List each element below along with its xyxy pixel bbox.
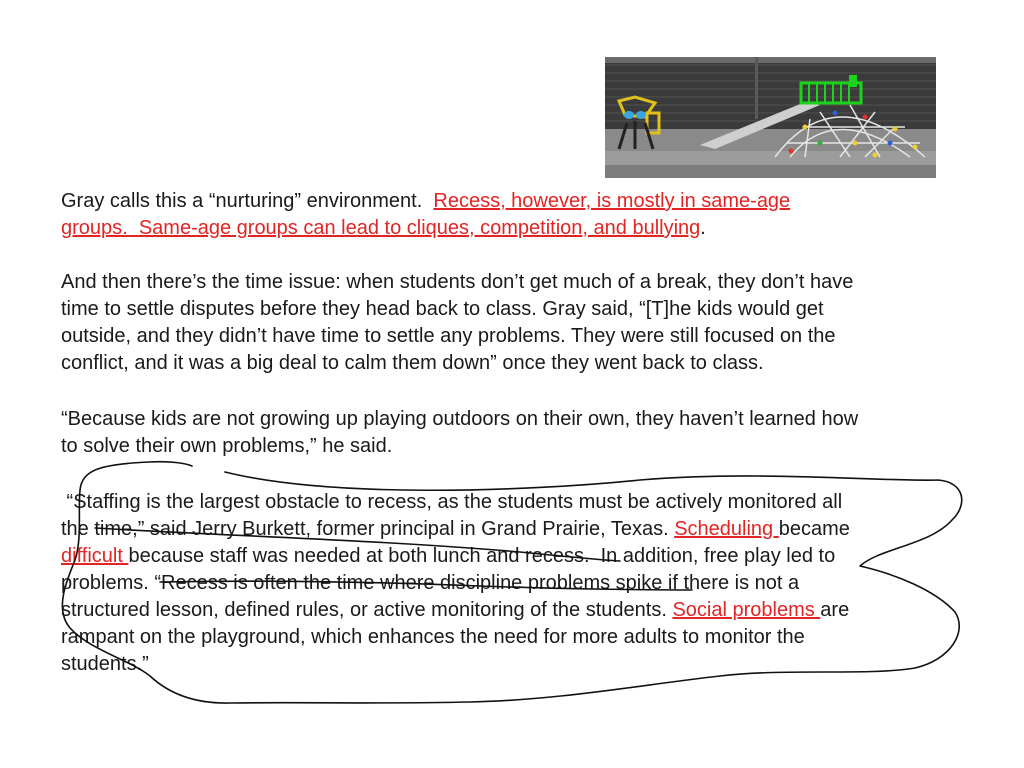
paragraph-1-end: .	[700, 217, 706, 239]
paragraph-2	[61, 269, 981, 377]
paragraph-2-line: conflict, and it was a big deal to calm them down” once they went back to class.	[61, 352, 764, 374]
quote-line: problems. “Recess is often the time where discipline problems spike if there is not a	[61, 572, 800, 594]
highlight-social-problems: Social problems	[672, 599, 821, 621]
paragraph-1	[61, 188, 981, 242]
quote-line-end: are	[820, 599, 850, 621]
paragraph-2-line: outside, and they didn’t have time to settle any problems. They were still focused on the	[61, 325, 836, 347]
playground-photo-graphic	[605, 57, 936, 178]
quote-line-end: became	[778, 518, 850, 540]
highlight-same-age-groups: groups. Same-age groups can lead to cliques, competition, and bullying	[61, 217, 701, 239]
paragraph-2-line: time to settle disputes before they head back to class. Gray said, “[T]he kids would get	[61, 298, 824, 320]
highlight-scheduling: Scheduling	[674, 518, 779, 540]
paragraph-4-quote	[61, 489, 981, 678]
playground-photo	[605, 57, 936, 178]
quote-line: rampant on the playground, which enhances the need for more adults to monitor the	[61, 626, 805, 648]
quote-line: structured lesson, defined rules, or active monitoring of the students.	[61, 599, 673, 621]
paragraph-3	[61, 406, 981, 460]
quote-line: “Staffing is the largest obstacle to recess, as the students must be actively monitored all	[61, 491, 843, 513]
quote-line: because staff was needed at both lunch and recess. In addition, free play led to	[128, 545, 836, 567]
paragraph-3-line: “Because kids are not growing up playing outdoors on their own, they haven’t learned how	[61, 408, 859, 430]
paragraph-3-line: to solve their own problems,” he said.	[61, 435, 393, 457]
quote-line: the time,” said Jerry Burkett, former principal in Grand Prairie, Texas.	[61, 518, 675, 540]
quote-line: students.”	[61, 653, 149, 675]
paragraph-1-lead: Gray calls this a “nurturing” environment.	[61, 190, 434, 212]
paragraph-2-line: And then there’s the time issue: when students don’t get much of a break, they don’t have	[61, 271, 854, 293]
highlight-difficult: difficult	[61, 545, 129, 567]
highlight-recess-same-age: Recess, however, is mostly in same-age	[433, 190, 791, 212]
